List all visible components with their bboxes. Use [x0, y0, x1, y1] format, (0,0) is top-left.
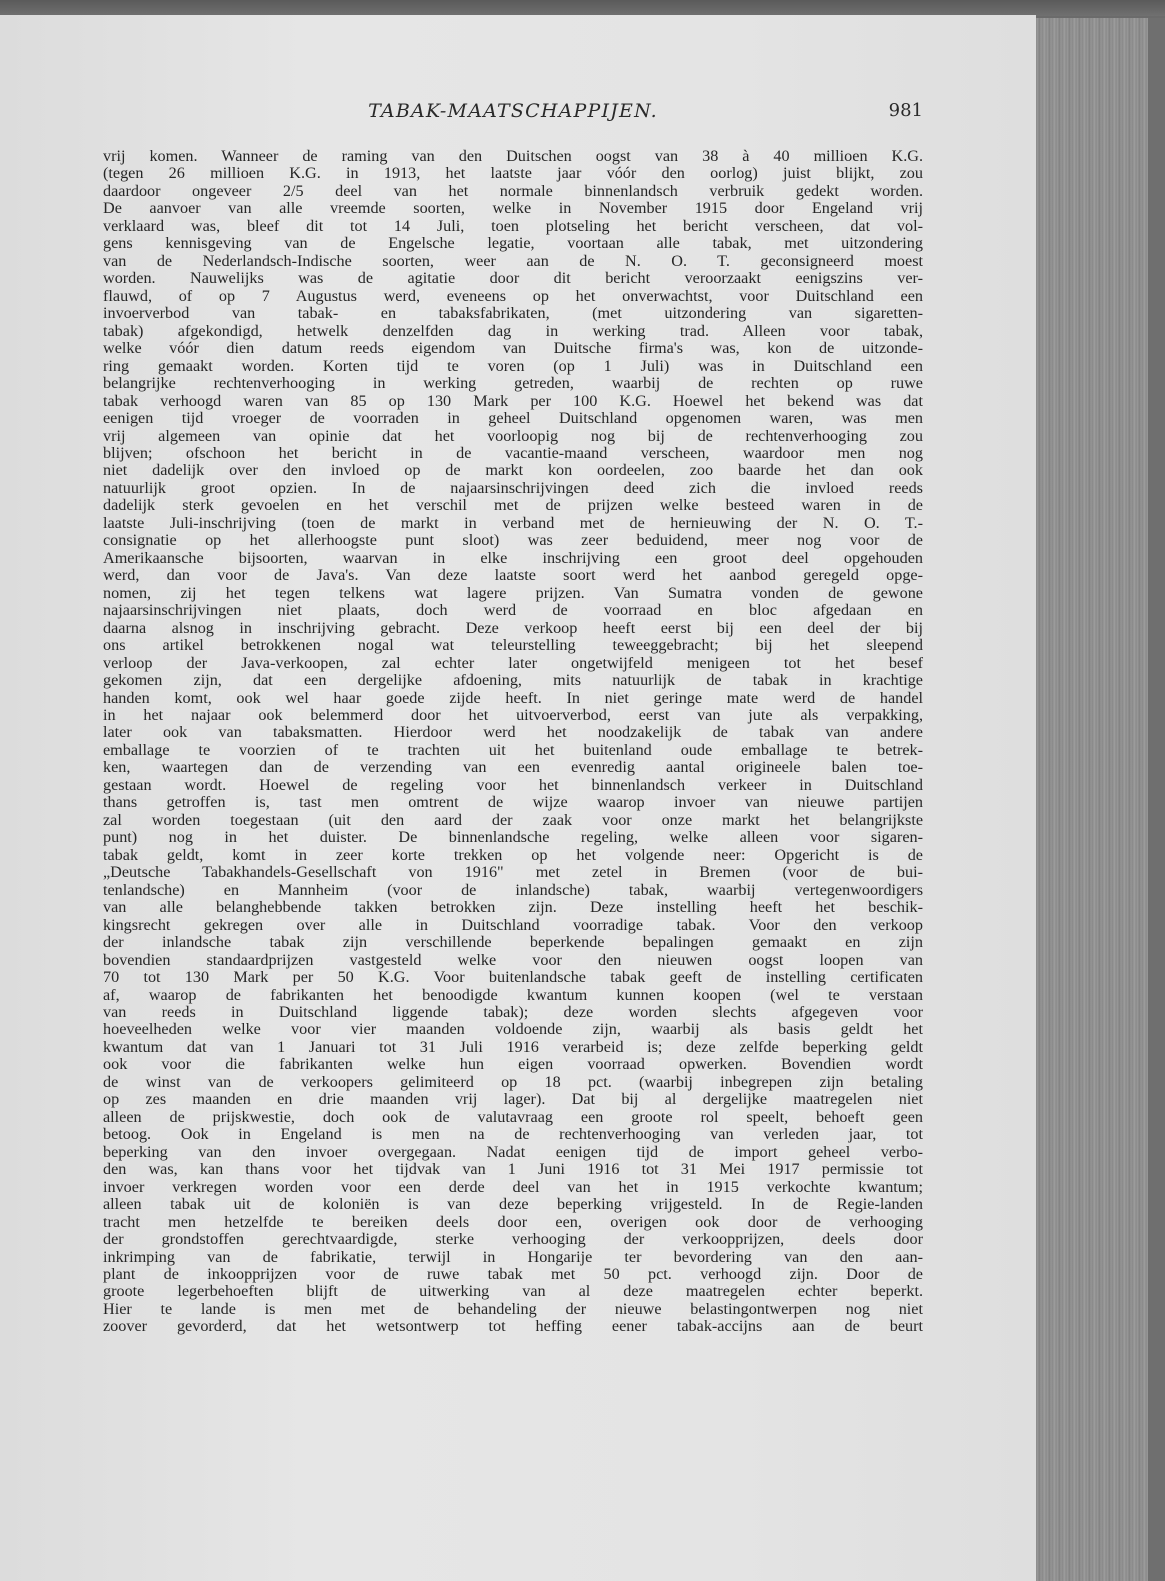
text-line: alleen tabak uit de koloniën is van deze beperking vrijgesteld. In de Regie-landen [103, 1195, 923, 1214]
text-line: Hier te lande is men met de behandeling der nieuwe belastingontwerpen nog niet [103, 1299, 923, 1318]
text-line: eenigen tijd vroeger de voorraden in geheel Duitschland opgenomen waren, was men [103, 409, 923, 428]
text-line: (tegen 26 millioen K.G. in 1913, het laatste jaar vóór den oorlog) juist blijkt, zou [103, 164, 923, 183]
text-line: niet dadelijk over den invloed op de markt kon oordeelen, zoo baarde het dan ook [103, 461, 923, 480]
text-line: tracht men hetzelfde te bereiken deels door een, overigen ook door de verhooging [103, 1212, 923, 1231]
text-line: thans getroffen is, tast men omtrent de wijze waarop invoer van nieuwe partijen [103, 793, 923, 812]
text-line: van reeds in Duitschland liggende tabak); deze worden slechts afgegeven voor [103, 1002, 923, 1021]
text-line: van alle belanghebbende takken betrokken zijn. Deze instelling heeft het beschik- [103, 898, 923, 917]
text-line: welke vóór dien datum reeds eigendom van Duitsche firma's was, kon de uitzonde- [103, 339, 923, 358]
text-line: plant de inkoopprijzen voor de ruwe tabak met 50 pct. verhoogd zijn. Door de [103, 1265, 923, 1283]
text-line: tabak geldt, komt in zeer korte trekken op het volgende neer: Opgericht is de [103, 845, 923, 864]
text-line: bovendien standaardprijzen vastgesteld welke voor den nieuwen oogst loopen van [103, 950, 923, 969]
text-line: de winst van de verkoopers gelimiteerd op 18 pct. (waarbij inbegrepen zijn betaling [103, 1072, 923, 1091]
text-line: verklaard was, bleef dit tot 14 Juli, toen plotseling het bericht verscheen, dat vol- [103, 216, 923, 235]
text-line: De aanvoer van alle vreemde soorten, welke in November 1915 door Engeland vrij [103, 199, 923, 218]
text-line: 70 tot 130 Mark per 50 K.G. Voor buitenlandsche tabak geeft de instelling certificaten [103, 968, 923, 987]
text-line: laatste Juli-inschrijving (toen de markt in verband met de hernieuwing der N. O. T.- [103, 513, 923, 532]
text-line: beperking van den invoer overgegaan. Nadat eenigen tijd de import geheel verbo- [103, 1142, 923, 1161]
text-line: inkrimping van de fabrikatie, terwijl in Hongarije ter bevordering van den aan- [103, 1247, 923, 1266]
text-line: later ook van tabaksmatten. Hierdoor werd het noodzakelijk de tabak van andere [103, 723, 923, 742]
text-line: gekomen zijn, dat een dergelijke afdoening, mits natuurlijk de tabak in krachtige [103, 671, 923, 690]
scan-top-shadow [0, 0, 1165, 16]
text-line: kingsrecht gekregen over alle in Duitschland voorradige tabak. Voor den verkoop [103, 915, 923, 934]
text-line: consignatie op het allerhoogste punt sloot) was zeer beduidend, meer nog voor de [103, 531, 923, 550]
text-line: najaarsinschrijvingen niet plaats, doch werd de voorraad en bloc afgedaan en [103, 601, 923, 620]
text-line: ons artikel betrokkenen nogal wat teleurstelling teweeggebracht; bij het sleepend [103, 636, 923, 655]
text-line: in het najaar ook belemmerd door het uitvoerverbod, eerst van jute als verpakking, [103, 706, 923, 724]
text-line: nomen, zij het tegen telkens wat lagere prijzen. Van Sumatra vonden de gewone [103, 583, 923, 602]
text-line: kwantum dat van 1 Januari tot 31 Juli 1916 verarbeid is; deze zelfde beperking geldt [103, 1037, 923, 1056]
text-line: worden. Nauwelijks was de agitatie door dit bericht veroorzaakt eenigszins ver- [103, 269, 923, 288]
text-line: van de Nederlandsch-Indische soorten, weer aan de N. O. T. geconsigneerd moest [103, 251, 923, 270]
text-line: Amerikaansche bijsoorten, waarvan in elke inschrijving een groot deel opgehouden [103, 548, 923, 567]
text-line: flauwd, of op 7 Augustus werd, eveneens op het onverwachtst, voor Duitschland een [103, 286, 923, 305]
text-line: invoerverbod van tabak- en tabaksfabrikaten, (met uitzondering van sigaretten- [103, 304, 923, 323]
text-line: emballage te voorzien of te trachten uit het buitenland oude emballage te betrek- [103, 740, 923, 759]
text-line: den was, kan thans voor het tijdvak van 1 Juni 1916 tot 31 Mei 1917 permissie tot [103, 1160, 923, 1179]
text-line: natuurlijk groot opzien. In de najaarsinschrijvingen deed zich die invloed reeds [103, 478, 923, 497]
text-line: gens kennisgeving van de Engelsche legatie, voortaan alle tabak, met uitzondering [103, 234, 923, 253]
text-line: werd, dan voor de Java's. Van deze laatste soort werd het aanbod geregeld opge- [103, 566, 923, 585]
text-line: af, waarop de fabrikanten het benoodigde kwantum kunnen koopen (wel te verstaan [103, 985, 923, 1004]
running-title: TABAK-MAATSCHAPPIJEN. [368, 100, 658, 122]
text-line: zoover gevorderd, dat het wetsontwerp tot heffing eener tabak-accijns aan de beurt [103, 1317, 923, 1336]
page-number: 981 [888, 100, 923, 121]
text-line: tabak) afgekondigd, hetwelk denzelfden dag in werking trad. Alleen voor tabak, [103, 321, 923, 340]
text-line: punt) nog in het duister. De binnenlandsche regeling, welke alleen voor sigaren- [103, 828, 923, 847]
text-line: „Deutsche Tabakhandels-Gesellschaft von 1916" met zetel in Bremen (voor de bui- [103, 863, 923, 882]
text-line: daarna alsnog in inschrijving gebracht. Deze verkoop heeft eerst bij een deel der bij [103, 618, 923, 637]
text-line: vrij komen. Wanneer de raming van den Duitschen oogst van 38 à 40 millioen K.G. [103, 147, 923, 165]
text-line: groote legerbehoeften blijft de uitwerking van al deze maatregelen echter beperkt. [103, 1282, 923, 1301]
text-line: handen komt, ook wel haar goede zijde heeft. In niet geringe mate werd de handel [103, 688, 923, 707]
text-line: hoeveelheden welke voor vier maanden voldoende zijn, waarbij als basis geldt het [103, 1020, 923, 1039]
text-line: gestaan wordt. Hoewel de regeling voor het binnenlandsch verkeer in Duitschland [103, 775, 923, 794]
text-line: ken, waartegen dan de verzending van een evenredig aantal origineele balen toe- [103, 758, 923, 777]
text-line: der inlandsche tabak zijn verschillende beperkende bepalingen gemaakt en zijn [103, 933, 923, 952]
text-line: daardoor ongeveer 2/5 deel van het normale binnenlandsch verbruik gedekt worden. [103, 181, 923, 200]
text-line: zal worden toegestaan (uit den aard der zaak voor onze markt het belangrijkste [103, 810, 923, 829]
text-line: invoer verkregen worden voor een derde deel van het in 1915 verkochte kwantum; [103, 1177, 923, 1196]
text-line: vrij algemeen van opinie dat het voorloopig nog bij de rechtenverhooging zou [103, 426, 923, 445]
text-line: tabak verhoogd waren van 85 op 130 Mark per 100 K.G. Hoewel het bekend was dat [103, 391, 923, 410]
text-line: der grondstoffen gerechtvaardigde, sterke verhooging der verkoopprijzen, deels door [103, 1230, 923, 1249]
body-text [103, 148, 923, 1336]
text-line: ook voor die fabrikanten welke hun eigen voorraad opwerken. Bovendien wordt [103, 1055, 923, 1074]
text-line: dadelijk sterk gevoelen en het verschil met de prijzen welke besteed waren in de [103, 496, 923, 515]
text-line: alleen de prijskwestie, doch ook de valutavraag een groote rol speelt, behoeft geen [103, 1107, 923, 1126]
text-line: betoog. Ook in Engeland is men na de rechtenverhooging van verleden jaar, tot [103, 1125, 923, 1144]
text-line: tenlandsche) en Mannheim (voor de inlandsche) tabak, waarbij vertegenwoordigers [103, 880, 923, 899]
text-line: op zes maanden en drie maanden vrij lager). Dat bij al dergelijke maatregelen niet [103, 1090, 923, 1109]
text-line: blijven; ofschoon het bericht in de vacantie-maand verscheen, waardoor men nog [103, 443, 923, 462]
page-edges [1036, 18, 1165, 1581]
page-header [103, 100, 923, 126]
text-line: belangrijke rechtenverhooging in werking getreden, waarbij de rechten op ruwe [103, 374, 923, 393]
book-binding-shadow [1148, 18, 1165, 1581]
text-line: verloop der Java-verkoopen, zal echter later ongetwijfeld menigeen tot het besef [103, 653, 923, 672]
text-line: ring gemaakt worden. Korten tijd te voren (op 1 Juli) was in Duitschland een [103, 356, 923, 375]
